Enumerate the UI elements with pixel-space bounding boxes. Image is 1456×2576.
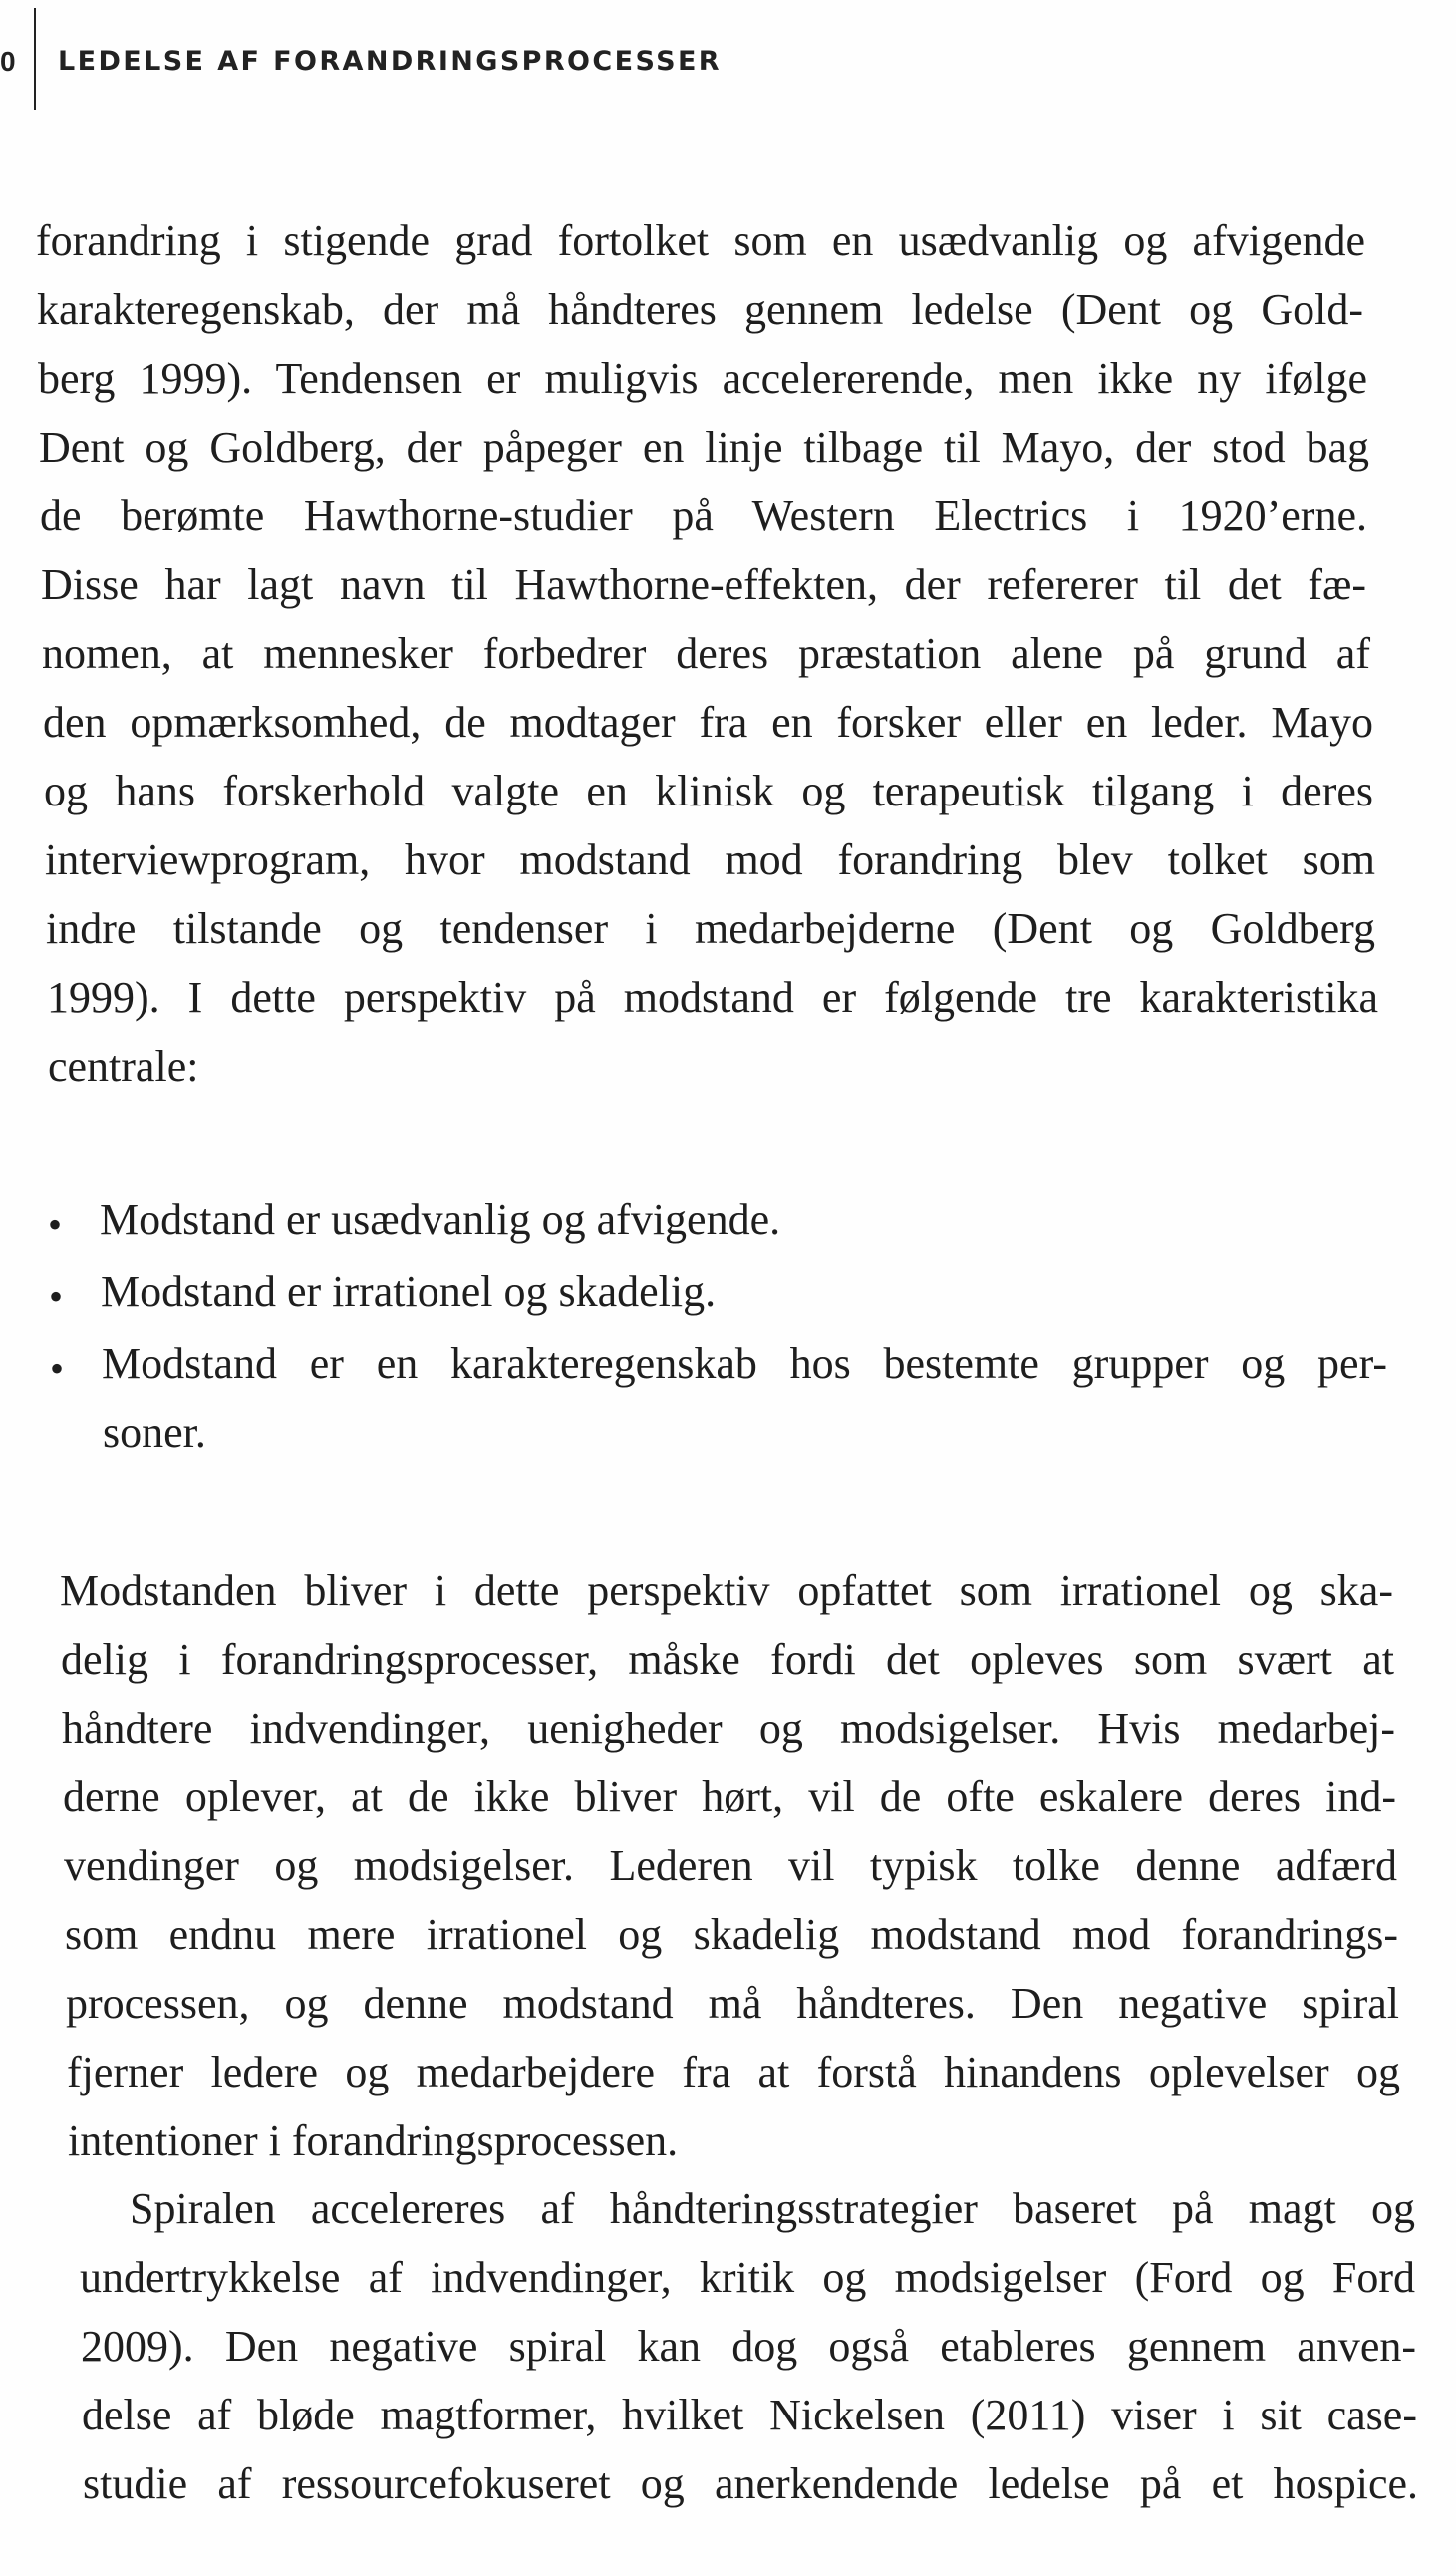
paragraph-3-line: 2009). Den negative spiral kan dog også etableres gennem anven- — [81, 2322, 1416, 2371]
paragraph-1-line: Disse har lagt navn til Hawthorne-effekten, der refererer til det fæ- — [41, 560, 1366, 609]
paragraph-2-line: processen, og denne modstand må håndteres. Den negative spiral — [66, 1979, 1399, 2028]
paragraph-2-line: intentioner i forandringsprocessen. — [68, 2116, 679, 2165]
bullet-icon: • — [50, 1346, 65, 1391]
paragraph-3-line: undertrykkelse af indvendinger, kritik og modsigelser (Ford og Ford — [80, 2253, 1415, 2302]
paragraph-1-line: indre tilstande og tendenser i medarbejderne (Dent og Goldberg — [46, 904, 1375, 953]
paragraph-2-line: vendinger og modsigelser. Lederen vil typisk tolke denne adfærd — [64, 1841, 1397, 1890]
paragraph-2-line: derne oplever, at de ikke bliver hørt, vil de ofte eskalere deres ind- — [63, 1772, 1396, 1821]
bullet-item-text: Modstand er en karakteregenskab hos bestemte grupper og per- — [102, 1339, 1387, 1388]
paragraph-1-line: Dent og Goldberg, der påpeger en linje tilbage til Mayo, der stod bag — [39, 423, 1369, 472]
paragraph-1-line: og hans forskerhold valgte en klinisk og terapeutisk tilgang i deres — [44, 767, 1373, 815]
paragraph-1-line: 1999). I dette perspektiv på modstand er følgende tre karakteristika — [47, 973, 1378, 1022]
bullet-icon: • — [48, 1202, 63, 1247]
bullet-item-text: Modstand er usædvanlig og afvigende. — [100, 1195, 781, 1244]
paragraph-1-line: forandring i stigende grad fortolket som en usædvanlig og afvigende — [36, 216, 1365, 265]
paragraph-3-line: delse af bløde magtformer, hvilket Nickelsen (2011) viser i sit case- — [82, 2391, 1417, 2439]
bullet-icon: • — [49, 1274, 64, 1319]
paragraph-1-line: de berømte Hawthorne-studier på Western Electrics i 1920’erne. — [40, 491, 1367, 540]
paragraph-3-line: Spiralen accelereres af håndteringsstrategier baseret på magt og — [130, 2184, 1415, 2233]
paragraph-2-line: fjerner ledere og medarbejdere fra at forstå hinandens oplevelser og — [67, 2048, 1400, 2096]
paragraph-2-line: som endnu mere irrationel og skadelig modstand mod forandrings- — [65, 1910, 1398, 1959]
bullet-item-text: soner. — [103, 1408, 206, 1456]
paragraph-1-line: berg 1999). Tendensen er muligvis accelererende, men ikke ny ifølge — [38, 354, 1367, 403]
paragraph-3-line: studie af ressourcefokuseret og anerkendende ledelse på et hospice. — [83, 2459, 1418, 2508]
running-header: LEDELSE AF FORANDRINGSPROCESSER — [58, 46, 722, 77]
paragraph-1-line: den opmærksomhed, de modtager fra en forsker eller en leder. Mayo — [43, 698, 1373, 747]
page-number: 0 — [0, 46, 16, 77]
paragraph-2-line: Modstanden bliver i dette perspektiv opfattet som irrationel og ska- — [60, 1566, 1393, 1615]
paragraph-1-line: karakteregenskab, der må håndteres gennem ledelse (Dent og Gold- — [37, 285, 1363, 334]
paragraph-1-line: interviewprogram, hvor modstand mod forandring blev tolket som — [45, 835, 1375, 884]
paragraph-2-line: delig i forandringsprocesser, måske fordi det opleves som svært at — [61, 1635, 1394, 1684]
paragraph-1-line: centrale: — [48, 1042, 199, 1091]
paragraph-2-line: håndtere indvendinger, uenigheder og modsigelser. Hvis medarbej- — [62, 1704, 1395, 1753]
paragraph-1-line: nomen, at mennesker forbedrer deres præstation alene på grund af — [42, 629, 1370, 678]
bullet-item-text: Modstand er irrationel og skadelig. — [101, 1267, 717, 1316]
